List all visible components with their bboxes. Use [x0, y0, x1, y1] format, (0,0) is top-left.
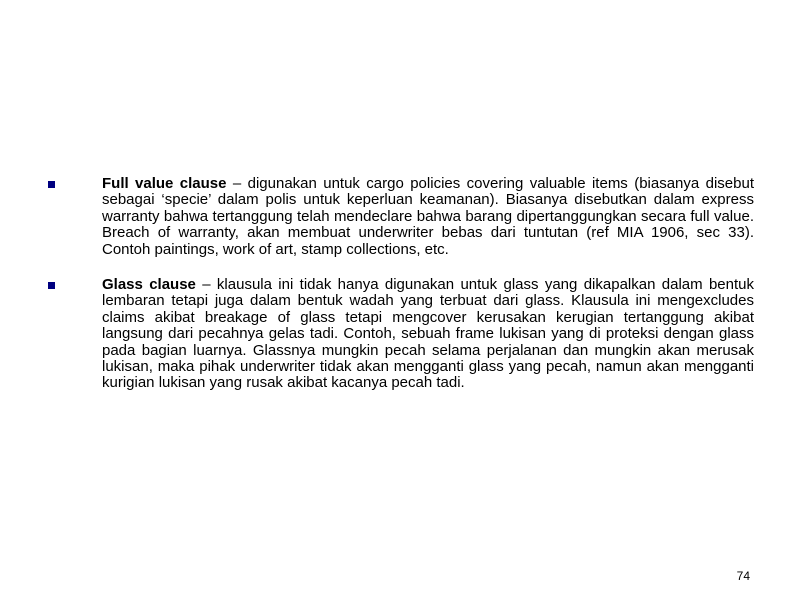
page-number: 74	[736, 569, 750, 583]
bullet-term: Glass clause	[102, 276, 196, 294]
bullet-item-glass-clause	[48, 277, 754, 392]
square-bullet-icon	[48, 181, 55, 188]
bullet-term: Full value clause	[102, 175, 227, 192]
square-bullet-icon	[48, 282, 55, 289]
bullet-text	[102, 176, 754, 258]
bullet-description: – digunakan untuk cargo policies covering valuable items (biasanya disebut sebagai ‘specie’ dalam polis untuk keperluan keamanan). Biasanya disebutkan dalam express warranty bahwa tertanggung telah mendeclare bahwa barang dipertanggungkan secara full value. Breach of warranty, akan membuat underwriter bebas dari tuntutan (ref MIA 1906, sec 33). Contoh paintings, work of art, stamp collections, etc.	[102, 175, 754, 258]
bullet-description: – klausula ini tidak hanya digunakan untuk glass yang dikapalkan dalam bentuk lembaran tetapi juga dalam bentuk wadah yang terbuat dari glass. Klausula ini mengexcludes claims akibat breakage of glass tetapi mengcover kerusakan kerugian tertanggung akibat langsung dari pecahnya gelas tadi. Contoh, sebuah frame lukisan yang di proteksi dengan glass pada bagian luarnya. Glassnya mungkin pecah selama perjalanan dan mungkin akan merusak lukisan, maka pihak underwriter tidak akan mengganti glass yang pecah, namun akan mengganti kurigian lukisan yang rusak akibat kacanya pecah tadi.	[102, 276, 754, 392]
bullet-item-full-value-clause	[48, 176, 754, 258]
bullet-text	[102, 277, 754, 392]
bullet-list	[48, 176, 754, 411]
